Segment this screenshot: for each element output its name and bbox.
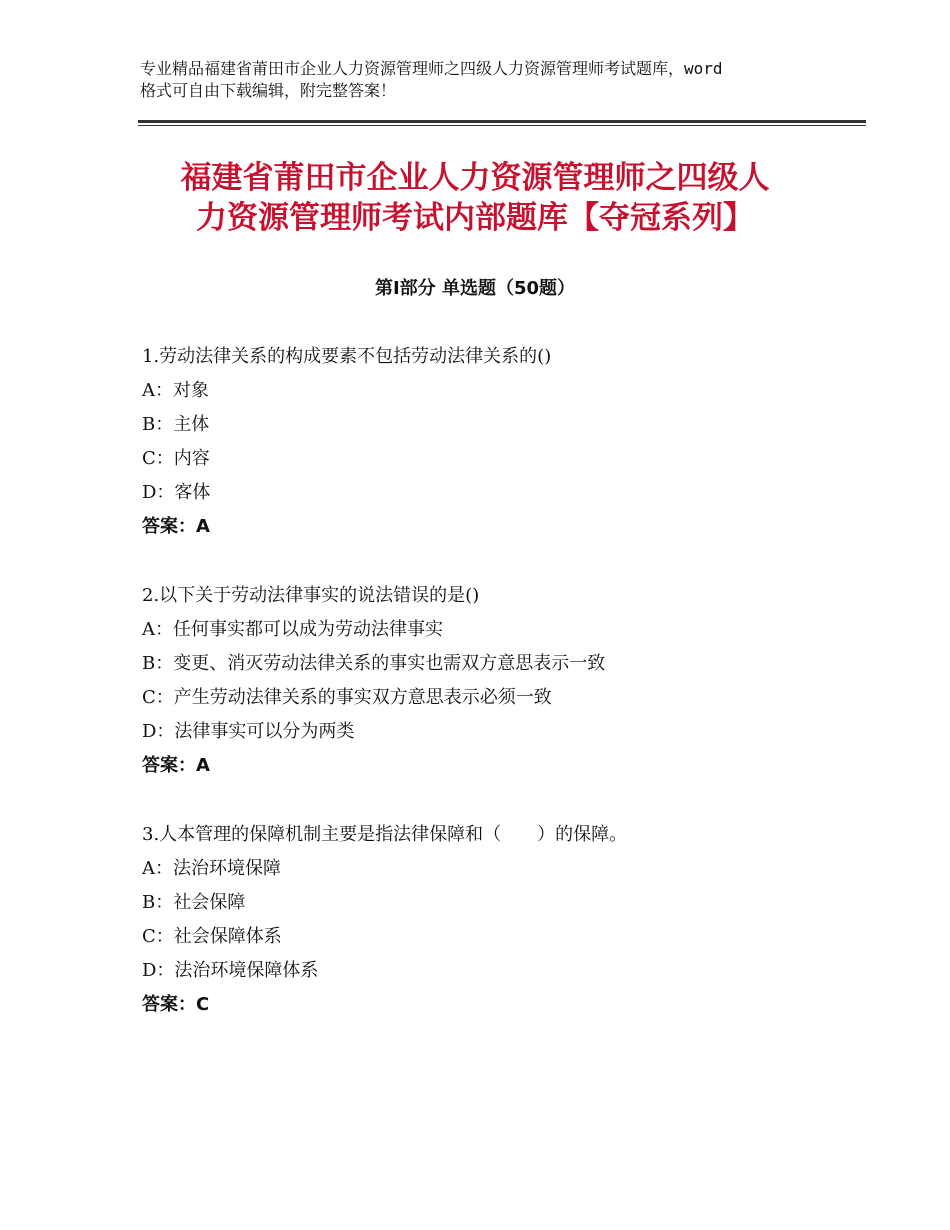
question-stem: 1.劳动法律关系的构成要素不包括劳动法律关系的() [142, 346, 552, 367]
option-b: B：社会保障 [142, 892, 246, 913]
answer: 答案：A [142, 516, 210, 537]
question-stem: 3.人本管理的保障机制主要是指法律保障和（ ）的保障。 [142, 824, 628, 845]
option-d: D：法治环境保障体系 [142, 960, 319, 981]
question-2 [142, 579, 822, 783]
option-d: D：客体 [142, 482, 211, 503]
divider-thin-line [138, 125, 866, 126]
question-3 [142, 818, 822, 1022]
option-c: C：社会保障体系 [142, 926, 282, 947]
option-a: A：对象 [142, 380, 209, 401]
divider-thick-line [138, 120, 866, 123]
option-c: C：产生劳动法律关系的事实双方意思表示必须一致 [142, 687, 552, 708]
answer: 答案：A [142, 755, 210, 776]
document-title-line-1: 福建省莆田市企业人力资源管理师之四级人 [180, 160, 770, 196]
option-b: B：变更、消灭劳动法律关系的事实也需双方意思表示一致 [142, 653, 606, 674]
answer: 答案：C [142, 994, 210, 1015]
option-a: A：任何事实都可以成为劳动法律事实 [142, 619, 443, 640]
option-a: A：法治环境保障 [142, 858, 281, 879]
question-stem: 2.以下关于劳动法律事实的说法错误的是() [142, 585, 480, 606]
header-note-line-1: 专业精品福建省莆田市企业人力资源管理师之四级人力资源管理师考试题库，word [140, 59, 723, 78]
option-d: D：法律事实可以分为两类 [142, 721, 355, 742]
option-b: B：主体 [142, 414, 210, 435]
header-note [140, 58, 830, 102]
document-title-line-2: 力资源管理师考试内部题库【夺冠系列】 [196, 200, 754, 236]
question-1 [142, 340, 822, 544]
option-c: C：内容 [142, 448, 210, 469]
header-note-line-2: 格式可自由下载编辑，附完整答案！ [140, 81, 397, 100]
header-divider [138, 120, 866, 126]
section-title: 第Ⅰ部分 单选题（50题） [374, 278, 575, 299]
document-title [100, 158, 850, 238]
